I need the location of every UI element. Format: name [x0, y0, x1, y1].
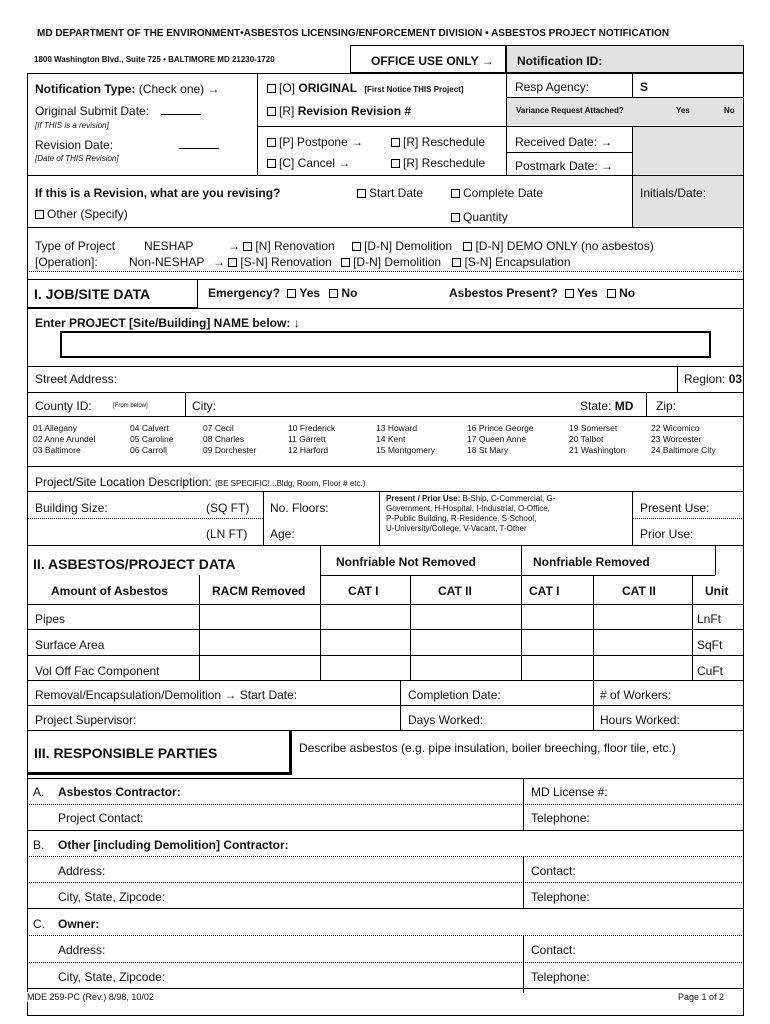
revision-code: [R] — [279, 104, 295, 118]
party-a-letter: A. — [33, 785, 45, 799]
county-code: 19 Somerset — [569, 423, 618, 433]
form-title: MD DEPARTMENT OF THE ENVIRONMENT•ASBESTOS LICENSING/ENFORCEMENT DIVISION • ASBESTOS PROJECT NOTIFICATION — [37, 28, 670, 39]
c-contact-label: Contact: — [531, 943, 576, 957]
county-code: 15 Montgomery — [376, 445, 436, 455]
county-code: 10 Frederick — [288, 423, 336, 433]
cat1-a-header: CAT I — [348, 584, 379, 598]
checkbox-start-date[interactable] — [357, 189, 366, 198]
state-field — [580, 399, 633, 413]
county-code: 11 Garrett — [288, 434, 326, 444]
revision-date[interactable] — [35, 138, 219, 152]
county-code: 21 Washington — [569, 445, 626, 455]
checkbox-sn-encapsulation[interactable] — [452, 258, 461, 267]
region-label: Region: — [684, 372, 726, 386]
use-codes — [386, 494, 555, 534]
county-id-label: County ID: — [35, 399, 92, 413]
received-date-label: Received Date: → — [515, 135, 613, 149]
row-pipes-unit: LnFt — [697, 612, 722, 626]
other-label: Other (Specify) — [47, 207, 128, 221]
section-2-title: II. ASBESTOS/PROJECT DATA — [33, 556, 236, 572]
row-surface-label: Surface Area — [35, 638, 105, 652]
option-cancel[interactable] — [267, 156, 350, 170]
asbestos-present-field — [449, 286, 635, 300]
county-code: 23 Worcester — [651, 434, 702, 444]
region-field — [684, 372, 742, 386]
postmark-date-label: Postmark Date: → — [515, 159, 614, 173]
emergency-no: No — [341, 286, 358, 300]
checkbox-dn-demo-only[interactable] — [463, 242, 472, 251]
street-address-label: Street Address: — [35, 372, 118, 386]
revising-question: If this is a Revision, what are you revising? — [35, 186, 281, 200]
option-original[interactable] — [267, 81, 464, 95]
agency-address: 1800 Washington Blvd., Suite 725 • BALTIMORE MD 21230-1720 — [34, 55, 275, 64]
option-postpone[interactable] — [267, 135, 363, 149]
party-c-letter: C. — [33, 917, 45, 931]
unit-header: Unit — [705, 584, 729, 598]
county-code: 13 Howard — [376, 423, 418, 433]
county-code: 22 Wicomico — [651, 423, 700, 433]
n-renovation-label: [N] Renovation — [255, 239, 335, 253]
party-a-title: Asbestos Contractor: — [58, 785, 181, 799]
checkbox-quantity[interactable] — [451, 213, 460, 222]
b-city-label: City, State, Zipcode: — [58, 890, 166, 904]
county-code: 07 Cecil — [203, 423, 234, 433]
prior-use-label: Prior Use: — [640, 527, 694, 541]
checkbox-complete-date[interactable] — [451, 189, 460, 198]
start-date-label: Removal/Encapsulation/Demolition → Start Date: — [35, 688, 298, 702]
checkbox-sn-renovation[interactable] — [228, 258, 237, 267]
supervisor-label: Project Supervisor: — [35, 713, 137, 727]
present-use-label: Present Use: — [640, 501, 710, 515]
county-code: 12 Harford — [288, 445, 329, 455]
c-city-label: City, State, Zipcode: — [58, 970, 166, 984]
county-code: 17 Queen Anne — [467, 434, 527, 444]
county-code: 16 Prince George — [467, 423, 534, 433]
page-number: Page 1 of 2 — [678, 992, 725, 1002]
nf-removed-header: Nonfriable Removed — [533, 555, 650, 569]
use-codes-line-4: U-University/College, V-Vacant, T-Other — [386, 524, 527, 533]
neshap-label: NESHAP — [144, 239, 194, 253]
non-neshap-label: Non-NESHAP — [129, 255, 205, 269]
original-code: [O] — [279, 81, 296, 95]
resp-agency-label: Resp Agency: — [515, 80, 590, 94]
location-desc-label: Project/Site Location Description: — [35, 475, 212, 489]
party-b-letter: B. — [33, 838, 45, 852]
postpone-label: [P] Postpone → — [279, 135, 364, 149]
checkbox-revision[interactable] — [267, 107, 276, 116]
complete-date-label: Complete Date — [463, 186, 544, 200]
non-neshap-options — [213, 255, 571, 269]
section-1-title: I. JOB/SITE DATA — [34, 286, 151, 302]
location-desc-hint: (BE SPECIFIC!...Bldg, Room, Floor # etc.) — [215, 479, 366, 488]
nf-not-removed-header: Nonfriable Not Removed — [336, 555, 477, 569]
county-code: 04 Calvert — [130, 423, 169, 433]
racm-header: RACM Removed — [212, 584, 306, 598]
original-submit-note: [If THIS is a revision] — [35, 121, 109, 130]
checkbox-asbestos-no[interactable] — [607, 289, 616, 298]
city-label: City: — [192, 399, 216, 413]
checkbox-dn-demolition-2[interactable] — [341, 258, 350, 267]
checkbox-reschedule-1[interactable] — [391, 138, 400, 147]
project-name-input[interactable] — [60, 331, 711, 358]
county-code: 18 St Mary — [467, 445, 509, 455]
checkbox-dn-demolition[interactable] — [352, 242, 361, 251]
option-reschedule-2[interactable] — [391, 156, 485, 170]
b-telephone-label: Telephone: — [531, 890, 590, 904]
original-submit-date[interactable] — [35, 104, 201, 118]
checkbox-n-renovation[interactable] — [243, 242, 252, 251]
party-b-title: Other [including Demolition] Contractor: — [58, 838, 289, 852]
days-worked-label: Days Worked: — [408, 713, 484, 727]
cat2-a-header: CAT II — [438, 584, 472, 598]
party-c-title: Owner: — [58, 917, 100, 931]
notification-id-box[interactable] — [506, 45, 744, 73]
office-use-box — [350, 45, 506, 73]
sn-renovation-label: [S-N] Renovation — [240, 255, 332, 269]
checkbox-postpone[interactable] — [267, 138, 276, 147]
dn-demo-only-label: [D-N] DEMO ONLY (no asbestos) — [475, 239, 654, 253]
original-note: [First Notice THIS Project] — [364, 85, 464, 94]
original-label: ORIGINAL — [298, 81, 358, 95]
b-contact-label: Contact: — [531, 864, 576, 878]
revise-complete-date[interactable] — [451, 186, 543, 200]
cancel-label: [C] Cancel → — [279, 156, 351, 170]
county-code: 20 Talbot — [569, 434, 604, 444]
cat1-b-header: CAT I — [529, 584, 560, 598]
cat2-b-header: CAT II — [622, 584, 656, 598]
sq-ft-unit: (SQ FT) — [206, 501, 250, 515]
option-reschedule-1[interactable] — [391, 135, 485, 149]
variance-no[interactable]: No — [724, 106, 735, 115]
initials-fill — [633, 176, 743, 226]
variance-yes[interactable]: Yes — [676, 106, 690, 115]
dn-demolition-label: [D-N] Demolition — [364, 239, 453, 253]
notification-id-label: Notification ID: — [517, 54, 603, 68]
revise-other[interactable] — [35, 207, 128, 221]
completion-date-label: Completion Date: — [408, 688, 501, 702]
asbestos-yes: Yes — [577, 286, 598, 300]
workers-label: # of Workers: — [600, 688, 672, 702]
checkbox-emergency-no[interactable] — [329, 289, 338, 298]
asbestos-no: No — [619, 286, 636, 300]
use-codes-line-3: P-Public Building, R-Residence, S-School, — [386, 514, 537, 523]
start-date-label: Start Date — [369, 186, 424, 200]
reschedule-2-label: [R] Reschedule — [403, 156, 486, 170]
checkbox-asbestos-yes[interactable] — [565, 289, 574, 298]
region-value: 03 — [728, 372, 743, 386]
no-floors-label: No. Floors: — [270, 501, 329, 515]
county-code: 05 Caroline — [130, 434, 174, 444]
county-code: 08 Charles — [203, 434, 245, 444]
section-3-title: III. RESPONSIBLE PARTIES — [34, 745, 218, 761]
revise-quantity[interactable] — [451, 210, 508, 224]
section-1-title-box — [27, 279, 198, 308]
location-description[interactable] — [35, 475, 365, 489]
section-3-title-box — [27, 730, 292, 775]
use-codes-line-1: B-Ship, C-Commercial, G- — [462, 494, 556, 503]
option-revision[interactable] — [267, 104, 411, 118]
c-telephone-label: Telephone: — [531, 970, 590, 984]
use-codes-title: Present / Prior Use: — [386, 494, 461, 503]
notification-type-heading — [35, 82, 220, 96]
county-code: 14 Kent — [376, 434, 406, 444]
notification-type-label: Notification Type: — [35, 82, 136, 96]
received-postmark-fill — [633, 127, 743, 174]
age-label: Age: — [270, 527, 295, 541]
quantity-label: Quantity — [463, 210, 508, 224]
ln-ft-unit: (LN FT) — [206, 527, 248, 541]
county-code: 09 Dorchester — [203, 445, 257, 455]
office-use-label: OFFICE USE ONLY → — [371, 54, 494, 68]
emergency-label: Emergency? — [208, 286, 281, 300]
c-address-label: Address: — [58, 943, 106, 957]
checkbox-cancel[interactable] — [267, 159, 276, 168]
use-codes-line-2: Government, H-Hospital, I-Industrial, O-Office, — [386, 504, 550, 513]
row-surface-unit: SqFt — [697, 638, 723, 652]
revision-date-label: Revision Date: — [35, 138, 114, 152]
resp-agency-value: S — [640, 80, 649, 94]
neshap-options — [228, 239, 654, 253]
emergency-yes: Yes — [299, 286, 321, 300]
hours-worked-label: Hours Worked: — [600, 713, 680, 727]
state-label: State: — [580, 399, 612, 413]
b-address-label: Address: — [58, 864, 106, 878]
county-code: 06 Carroll — [130, 445, 167, 455]
arrow-1: → — [228, 239, 240, 253]
county-code: 02 Anne Arundel — [33, 434, 96, 444]
project-type-label-2: [Operation]: — [35, 255, 98, 269]
reschedule-1-label: [R] Reschedule — [403, 135, 486, 149]
describe-asbestos-label: Describe asbestos (e.g. pipe insulation, boiler breeching, floor tile, etc.) — [299, 741, 676, 755]
project-name-label: Enter PROJECT [Site/Building] NAME below: ↓ — [35, 316, 300, 330]
row-vol-label: Vol Off Fac Component — [35, 664, 160, 678]
county-code: 01 Allegany — [33, 423, 77, 433]
checkbox-other[interactable] — [35, 210, 44, 219]
dn-demolition-2-label: [D-N] Demolition — [353, 255, 442, 269]
zip-label: Zip: — [656, 399, 677, 413]
md-license-label: MD License #: — [531, 785, 608, 799]
form-id: MDE 259-PC (Rev.) 8/98, 10/02 — [27, 992, 154, 1002]
building-size-label: Building Size: — [35, 501, 108, 515]
state-value: MD — [614, 399, 634, 413]
variance-label: Variance Request Attached? — [516, 106, 624, 115]
revision-date-note: [Date of THIS Revision] — [35, 154, 119, 163]
row-pipes-label: Pipes — [35, 612, 66, 626]
telephone-a-label: Telephone: — [531, 811, 590, 825]
project-type-label-1: Type of Project — [35, 239, 116, 253]
county-code: 24 Baltimore City — [651, 445, 716, 455]
emergency-field — [208, 286, 357, 300]
checkbox-reschedule-2[interactable] — [391, 159, 400, 168]
notification-type-hint: (Check one) → — [138, 82, 220, 96]
project-contact-label: Project Contact: — [58, 811, 144, 825]
sn-encapsulation-label: [S-N] Encapsulation — [464, 255, 571, 269]
checkbox-original[interactable] — [267, 84, 276, 93]
arrow-2: → — [213, 255, 225, 269]
county-hint: [From below] — [113, 403, 148, 409]
revision-label: Revision Revision # — [297, 104, 412, 118]
row-vol-unit: CuFt — [697, 664, 724, 678]
revise-start-date[interactable] — [357, 186, 423, 200]
original-submit-label: Original Submit Date: — [35, 104, 150, 118]
county-code: 03 Baltimore — [33, 445, 81, 455]
initials-label: Initials/Date: — [640, 186, 707, 200]
checkbox-emergency-yes[interactable] — [287, 289, 296, 298]
amount-header: Amount of Asbestos — [51, 584, 168, 598]
asbestos-present-label: Asbestos Present? — [449, 286, 558, 300]
